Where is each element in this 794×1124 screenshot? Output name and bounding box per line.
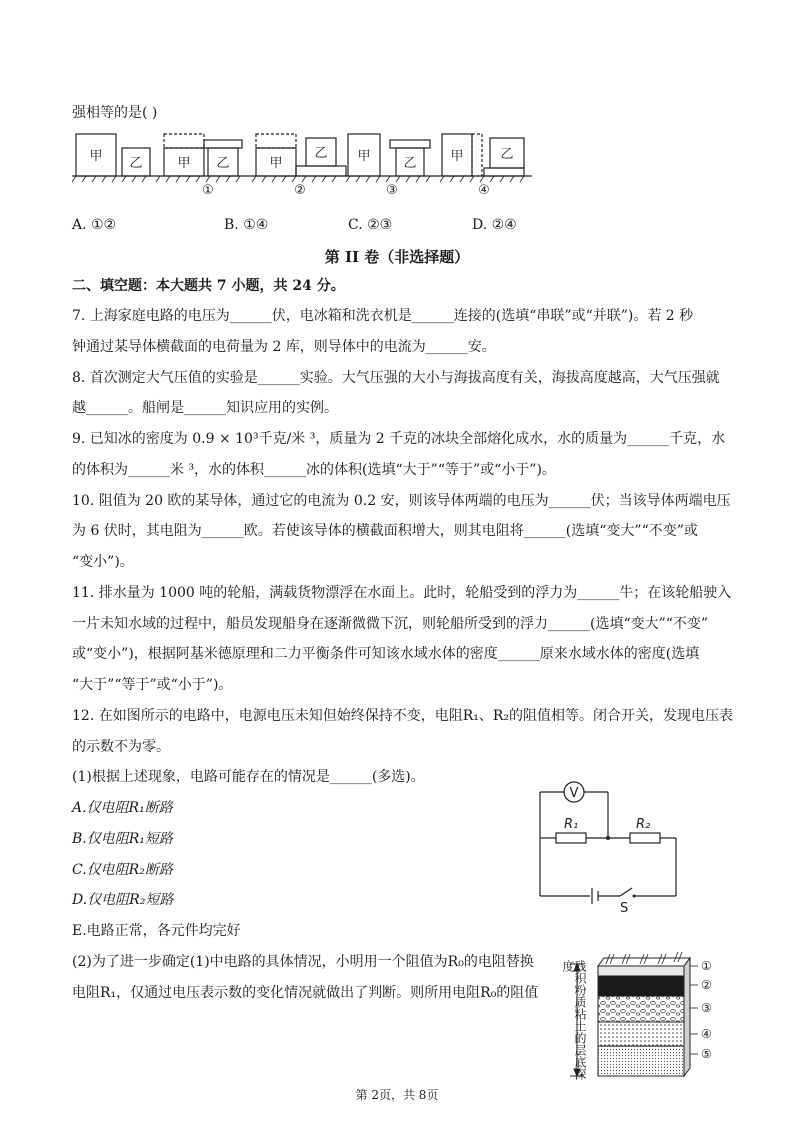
fig-num-3: ③ [386,183,398,198]
q12-choice-a: A.仅电阻R₁断路 [72,800,173,816]
q12-line-1: 12. 在如图所示的电路中，电源电压未知但始终保持不变，电阻R₁、R₂的阻值相等。闭合开关，发现电压表 [72,708,734,724]
fig-yi-4: 乙 [500,147,514,162]
q12-choice-c: C.仅电阻R₂断路 [72,862,173,878]
r1-label: R₁ [564,817,579,832]
circuit-diagram [536,780,684,914]
q10-line-3: “变小”)。 [72,554,134,570]
q11-line-2: 一片未知水域的过程中，船员发现船身在逐渐微微下沉，则轮船所受到的浮力______(选填“变大”“不变” [72,616,709,632]
q11-line-1: 11. 排水量为 1000 吨的轮船，满载货物漂浮在水面上。此时，轮船受到的浮力为______牛；在该轮船驶入 [72,585,732,601]
soil-side-label: 残积粉质粘土的层底深度 [561,960,587,1080]
fig-jia-2: 甲 [269,156,283,171]
fig-num-2: ② [294,183,306,198]
option-d: D. ②④ [472,217,517,233]
q7-line-2: 钟通过某导体横截面的电荷量为 2 库，则导体中的电流为______安。 [72,339,496,355]
page-footer: 第 2页，共 8页 [355,1088,439,1102]
fig-jia-1: 甲 [177,156,191,171]
q12-choice-d: D.仅电阻R₂短路 [72,892,174,908]
fig-yi-1: 乙 [216,156,230,171]
fig-num-1: ① [202,183,214,198]
option-b: B. ①④ [224,217,269,233]
fig-yi-3: 乙 [403,156,417,171]
option-a: A. ①② [72,217,117,233]
section-intro: 二、填空题：本大题共 7 小题，共 24 分。 [72,278,345,294]
q12-choice-b: B.仅电阻R₁短路 [72,831,173,847]
switch-label: S [620,901,629,914]
soil-num-2: ② [701,978,712,992]
soil-num-1: ① [701,959,712,973]
q8-line-2: 越______。船闸是______知识应用的实例。 [72,400,338,416]
q10-line-1: 10. 阻值为 20 欧的某导体，通过它的电流为 0.2 安，则该导体两端的电压为______伏；当该导体两端电压 [72,493,731,509]
fig-jia-0: 甲 [89,149,103,164]
soil-num-3: ③ [701,1001,712,1015]
pressure-figure [72,128,532,200]
fig-jia-3: 甲 [357,149,371,164]
q11-line-4: “大于”“等于”或“小于”)。 [72,677,233,693]
q11-line-3: 或“变小”)，根据阿基米德原理和二力平衡条件可知该水域水体的密度______原来水域水体的密度(选填 [72,646,700,662]
fig-jia-4: 甲 [450,149,464,164]
q7-line-1: 7. 上海家庭电路的电压为______伏，电冰箱和洗衣机是______连接的(选填“串联”或“并联”)。若 2 秒 [72,308,694,324]
q10-line-2: 为 6 伏时，其电阻为______欧。若使该导体的横截面积增大，则其电阻将______(选填“变大”“不变”或 [72,523,698,539]
section-title: 第 II 卷（非选择题） [324,248,470,266]
q9-line-2: 的体积为______米 ³，水的体积______冰的体积(选填“大于”“等于”或“小于”)。 [72,462,556,478]
fig-yi-0: 乙 [129,156,143,171]
q12-part2-line-2: 电阻R₁，仅通过电压表示数的变化情况就做出了判断。则所用电阻R₀的阻值 [72,985,539,1001]
q12-part1: (1)根据上述现象，电路可能存在的情况是______(多选)。 [72,769,425,785]
q9-line-1: 9. 已知冰的密度为 0.9 × 10³千克/米 ³，质量为 2 千克的冰块全部熔化成水，水的质量为______千克，水 [72,431,726,447]
r2-label: R₂ [636,817,651,832]
fig-yi-2: 乙 [314,146,328,161]
option-c: C. ②③ [348,217,393,233]
soil-num-4: ④ [701,1027,712,1041]
soil-num-5: ⑤ [701,1047,712,1061]
q12-choice-e: E.电路正常，各元件均完好 [72,923,241,939]
voltmeter-label: V [569,786,579,801]
q12-part2-line-1: (2)为了进一步确定(1)中电路的具体情况，小明用一个阻值为R₀的电阻替换 [72,954,534,970]
q8-line-1: 8. 首次测定大气压值的实验是______实验。大气压强的大小与海拔高度有关，海拔高度越高，大气压强就 [72,370,720,386]
fig-num-4: ④ [478,183,490,198]
question-6-tail: 强相等的是( ) [72,105,158,121]
q12-line-2: 的示数不为零。 [72,739,170,755]
